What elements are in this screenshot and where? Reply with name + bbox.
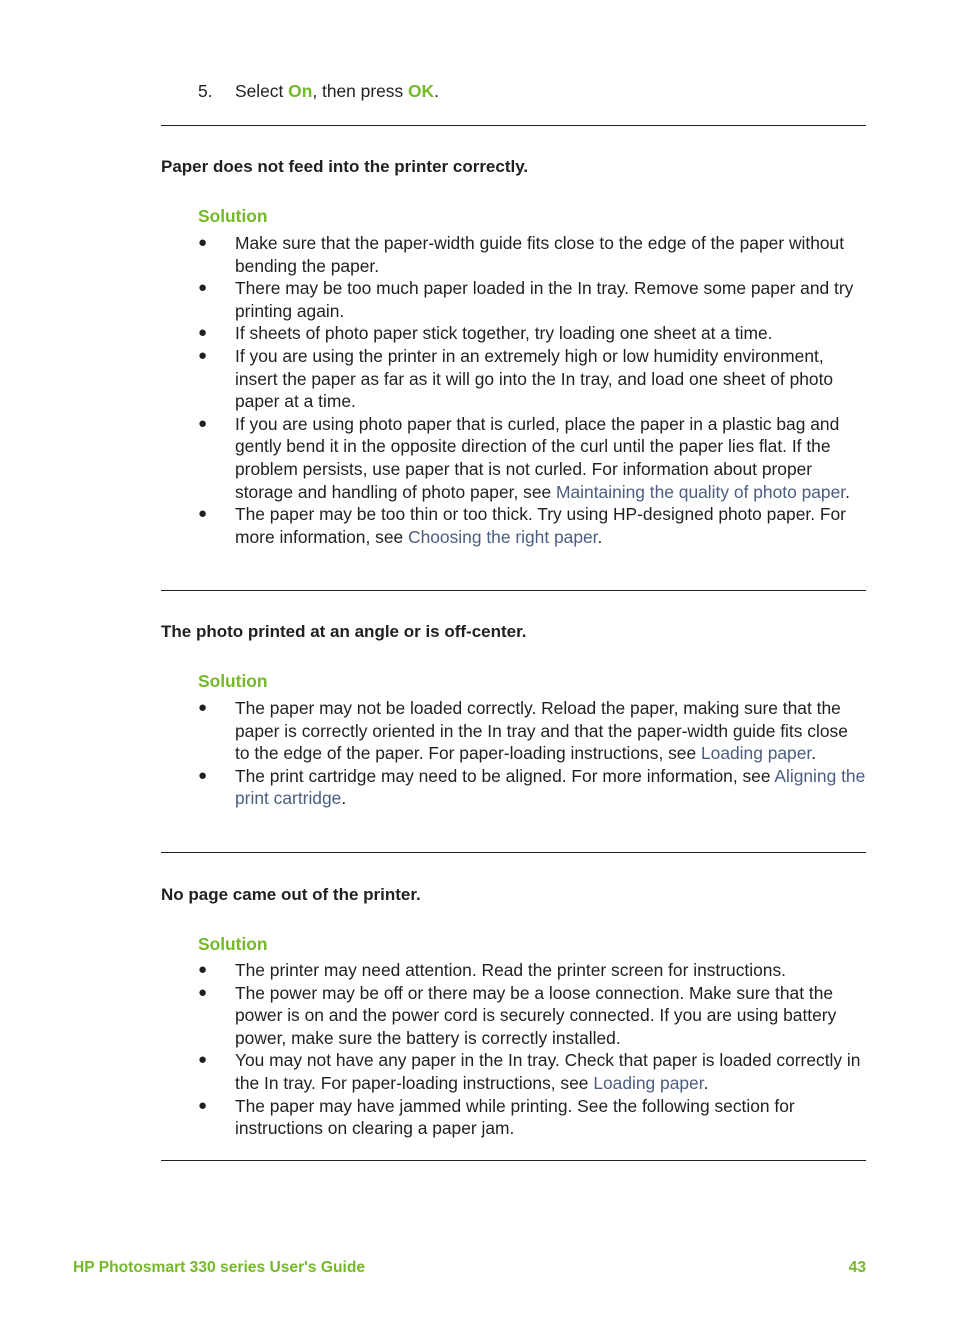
- item-text-after: .: [341, 788, 347, 809]
- bullet-icon: ●: [198, 505, 208, 523]
- item-text: The paper may have jammed while printing. See the following section for instructions on clearing a paper jam.: [235, 1095, 795, 1139]
- bullet-icon: ●: [198, 961, 208, 978]
- divider: [161, 852, 866, 853]
- solution-heading: Solution: [198, 206, 268, 226]
- list-item: [198, 959, 866, 982]
- list-item: [198, 982, 866, 1050]
- item-text: The paper may be too thin or too thick. Try using HP-designed photo paper. For more information, see: [235, 504, 846, 547]
- link-aligning-cartridge[interactable]: Aligning the print cartridge: [235, 765, 866, 809]
- step-item: [198, 79, 439, 103]
- step-number: 5.: [198, 81, 213, 101]
- page-number: 43: [848, 1259, 866, 1276]
- divider: [161, 1160, 866, 1161]
- problem-heading: No page came out of the printer.: [161, 885, 421, 904]
- list-item: [198, 1049, 866, 1094]
- list-item: [198, 1095, 866, 1140]
- item-text-after: .: [845, 481, 850, 502]
- list-item: [198, 503, 866, 548]
- item-text-after: .: [703, 1072, 709, 1093]
- divider: [161, 590, 866, 591]
- solution-list: [198, 697, 866, 810]
- bullet-icon: ●: [198, 414, 208, 432]
- problem-heading: Paper does not feed into the printer correctly.: [161, 157, 529, 176]
- bullet-icon: ●: [198, 983, 208, 1001]
- item-text: If sheets of photo paper stick together, try loading one sheet at a time.: [235, 323, 773, 344]
- item-text: The printer may need attention. Read the printer screen for instructions.: [235, 960, 786, 980]
- link-loading-paper[interactable]: Loading paper: [593, 1072, 704, 1093]
- list-item: [198, 277, 866, 322]
- button-ok-label: OK: [408, 81, 435, 101]
- bullet-icon: ●: [198, 1096, 208, 1114]
- bullet-icon: ●: [198, 699, 208, 716]
- list-item: [198, 232, 866, 277]
- solution-heading: Solution: [198, 671, 268, 691]
- item-text: The power may be off or there may be a loose connection. Make sure that the power is on and the power cord is securely connected. If you are using battery power, make sure the battery is correctly installed.: [235, 982, 837, 1048]
- item-text: There may be too much paper loaded in the In tray. Remove some paper and try printing again.: [235, 278, 854, 321]
- item-text: Make sure that the paper-width guide fits close to the edge of the paper without bending the paper.: [235, 233, 845, 276]
- step-text-pre: Select: [235, 81, 289, 101]
- problem-heading: The photo printed at an angle or is off-center.: [161, 622, 527, 641]
- item-text-after: .: [811, 743, 817, 764]
- item-text: The paper may not be loaded correctly. Reload the paper, making sure that the paper is correctly oriented in the In tray and that the paper-width guide fits close to the edge of the paper. For paper-loading instructions, see: [235, 698, 848, 764]
- bullet-icon: ●: [198, 766, 208, 784]
- solution-list: [198, 232, 866, 548]
- bullet-icon: ●: [198, 234, 208, 251]
- item-text: You may not have any paper in the In tray. Check that paper is loaded correctly in the In tray. For paper-loading instructions, see: [235, 1050, 861, 1093]
- bullet-icon: ●: [198, 279, 208, 297]
- divider: [161, 125, 866, 126]
- link-choosing-right-paper[interactable]: Choosing the right paper: [408, 526, 598, 547]
- step-text-end: .: [434, 81, 439, 101]
- item-text-after: .: [597, 526, 603, 547]
- list-item: [198, 765, 866, 810]
- bullet-icon: ●: [198, 1051, 208, 1069]
- link-loading-paper[interactable]: Loading paper: [700, 743, 812, 764]
- list-item: [198, 322, 866, 345]
- list-item: [198, 413, 866, 503]
- list-item: [198, 345, 866, 413]
- item-text: The print cartridge may need to be aligned. For more information, see: [235, 765, 775, 786]
- item-text: If you are using the printer in an extremely high or low humidity environment, insert the paper as far as it will go into the In tray, and load one sheet of photo paper at a time.: [235, 345, 834, 412]
- list-item: [198, 697, 866, 765]
- item-text: If you are using photo paper that is curled, place the paper in a plastic bag and gently bend it in the opposite direction of the curl until the paper lies flat. If the problem persists, use paper that is not curled. For information about proper storage and handling of photo paper, see: [235, 413, 840, 502]
- solution-list: [198, 959, 866, 1140]
- bullet-icon: ●: [198, 324, 208, 342]
- solution-heading: Solution: [198, 934, 268, 954]
- bullet-icon: ●: [198, 346, 208, 364]
- footer-title: HP Photosmart 330 series User's Guide: [73, 1259, 366, 1276]
- step-text-mid: , then press: [312, 81, 409, 101]
- option-on: On: [288, 81, 313, 101]
- link-maintaining-photo-paper[interactable]: Maintaining the quality of photo paper: [556, 481, 846, 502]
